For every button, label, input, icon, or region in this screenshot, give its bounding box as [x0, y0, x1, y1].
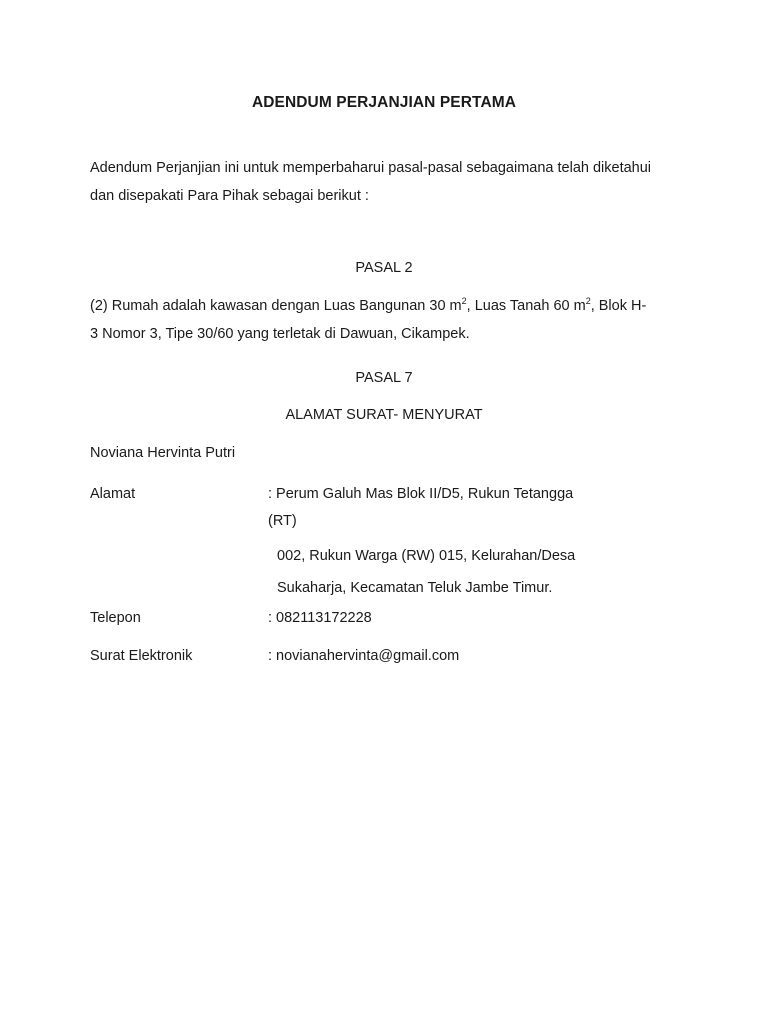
pasal-7-subheading: ALAMAT SURAT- MENYURAT — [285, 407, 483, 423]
phone-value: : 082113172228 — [268, 610, 372, 626]
superscript-2: 2 — [585, 296, 591, 307]
party-name: Noviana Hervinta Putri — [90, 445, 236, 461]
address-line-1: : Perum Galuh Mas Blok II/D5, Rukun Tetangga — [268, 486, 574, 502]
address-line-3: 002, Rukun Warga (RW) 015, Kelurahan/Desa — [277, 548, 576, 564]
address-label: Alamat — [90, 486, 136, 502]
pasal-2-heading: PASAL 2 — [355, 260, 413, 276]
pasal-7-heading: PASAL 7 — [355, 370, 413, 386]
address-line-2: (RT) — [268, 513, 297, 529]
intro-line-1: Adendum Perjanjian ini untuk memperbaharui pasal-pasal sebagaimana telah diketahui — [90, 160, 652, 176]
pasal-2-line-1-a: (2) Rumah adalah kawasan dengan Luas Bangunan 30 m — [90, 298, 462, 314]
pasal-2-line-2: 3 Nomor 3, Tipe 30/60 yang terletak di Dawuan, Cikampek. — [90, 326, 470, 342]
pasal-2-line-1-c: , Blok H- — [590, 298, 647, 314]
phone-label: Telepon — [90, 610, 141, 626]
pasal-2-line-1-b: , Luas Tanah 60 m — [466, 298, 586, 314]
address-continuation — [277, 540, 637, 604]
pasal-2-paragraph — [90, 292, 690, 348]
intro-line-2: dan disepakati Para Pihak sebagai berikut : — [90, 188, 369, 204]
intro-paragraph — [90, 154, 690, 210]
address-line-4: Sukaharja, Kecamatan Teluk Jambe Timur. — [277, 580, 553, 596]
address-value — [268, 481, 628, 535]
email-label: Surat Elektronik — [90, 648, 193, 664]
superscript-2: 2 — [461, 296, 467, 307]
document-title: ADENDUM PERJANJIAN PERTAMA — [251, 94, 517, 111]
pasal-2-line-1 — [90, 292, 690, 320]
email-value: : novianahervinta@gmail.com — [268, 648, 460, 664]
